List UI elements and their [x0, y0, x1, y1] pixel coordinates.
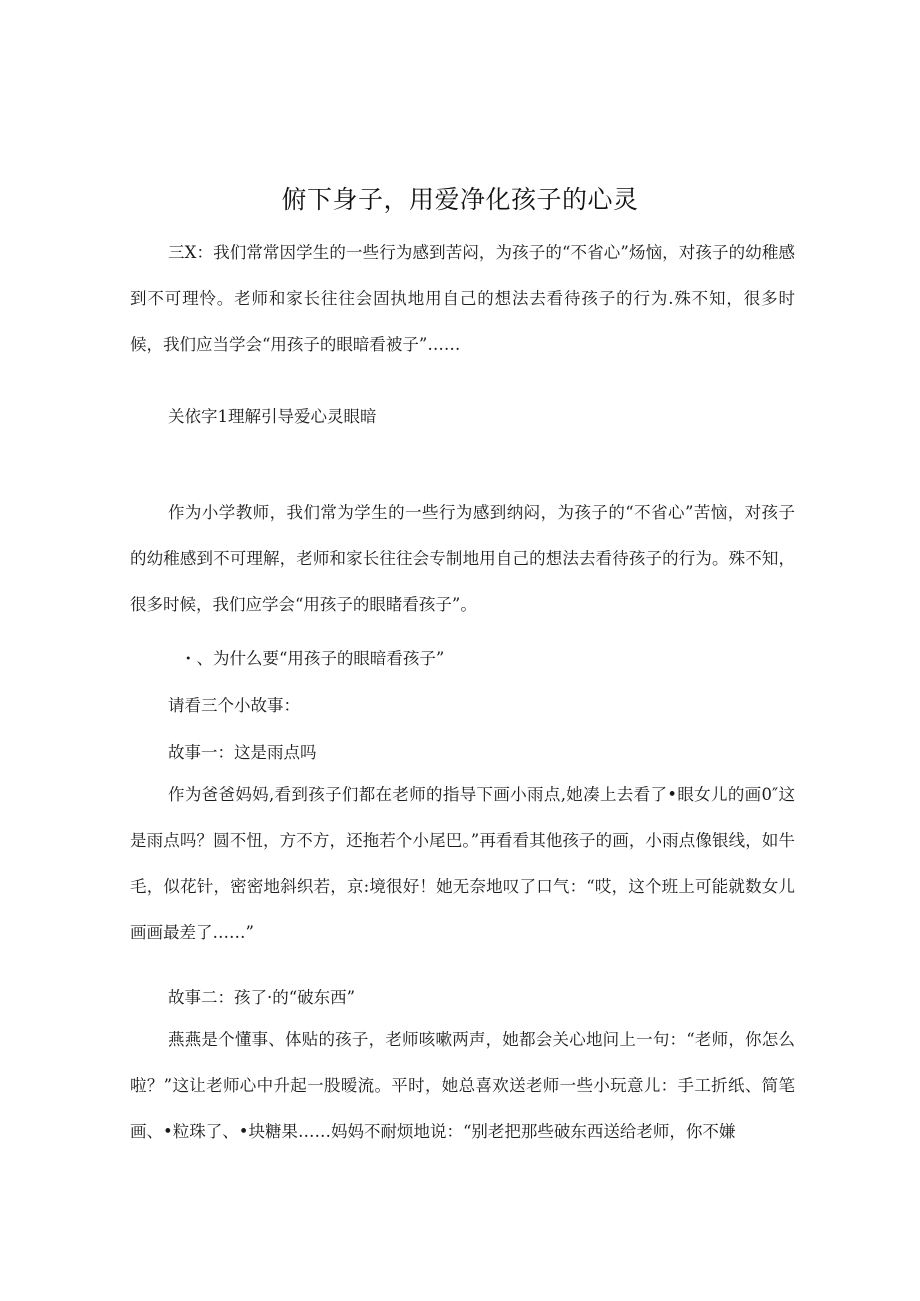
story1-heading: 故事一：这是雨点吗 — [168, 743, 317, 762]
story2-paragraph: 燕燕是个懂事、体贴的孩子，老师咳嗽两声，她都会关心地问上一句：“老师，你怎么啦？”这让老师心中升起一股暧流。平时，她总喜欢送老师一些小玩意儿：手工折纸、简笔画、•粒珠了、•块糖果……妈妈不耐烦地说：“别老把那些破东西送给老师，你不嫌 — [130, 1030, 795, 1141]
document-title: 俯下身子，用爱净化孩子的心灵 — [281, 185, 639, 214]
intro-paragraph: 作为小学教师，我们常为学生的一些行为感到纳闷，为孩子的“不省心”苦恼，对孩子的幼稚感到不可理解，老师和家长往往会专制地用自己的想法去看待孩子的行为。殊不知，很多时候，我们应学会“用孩子的眼睹看孩子”。 — [130, 503, 795, 614]
abstract-paragraph: 三X：我们常常因学生的一些行为感到苦闷，为孩子的“不省心”炀恼，对孩子的幼稚感到不可理怜。老师和家长往往会固执地用自己的想法去看待孩子的行为.殊不知，很多时候，我们应当学会“用孩子的眼暗看被子”…… — [130, 243, 795, 354]
section-heading: ・、为什么要“用孩子的眼暗看孩子” — [180, 649, 445, 668]
stories-intro: 请看三个小故事： — [168, 696, 300, 715]
story1-paragraph: 作为爸爸妈妈,看到孩子们都在老师的指导下画小雨点,她凑上去看了•眼女儿的画0″这是雨点吗？圆不忸，方不方，还拖若个小尾巴。”再看看其他孩子的画，小雨点像银线，如牛毛，似花针，密密地斜织若，京:境很好！她无奈地叹了口气：“哎，这个班上可能就数女儿画画最差了……” — [130, 785, 795, 942]
keywords-line: 关依字1理解引导爱心灵眼暗 — [168, 407, 377, 426]
story2-heading: 故事二：孩了·的“破东西” — [168, 988, 356, 1007]
